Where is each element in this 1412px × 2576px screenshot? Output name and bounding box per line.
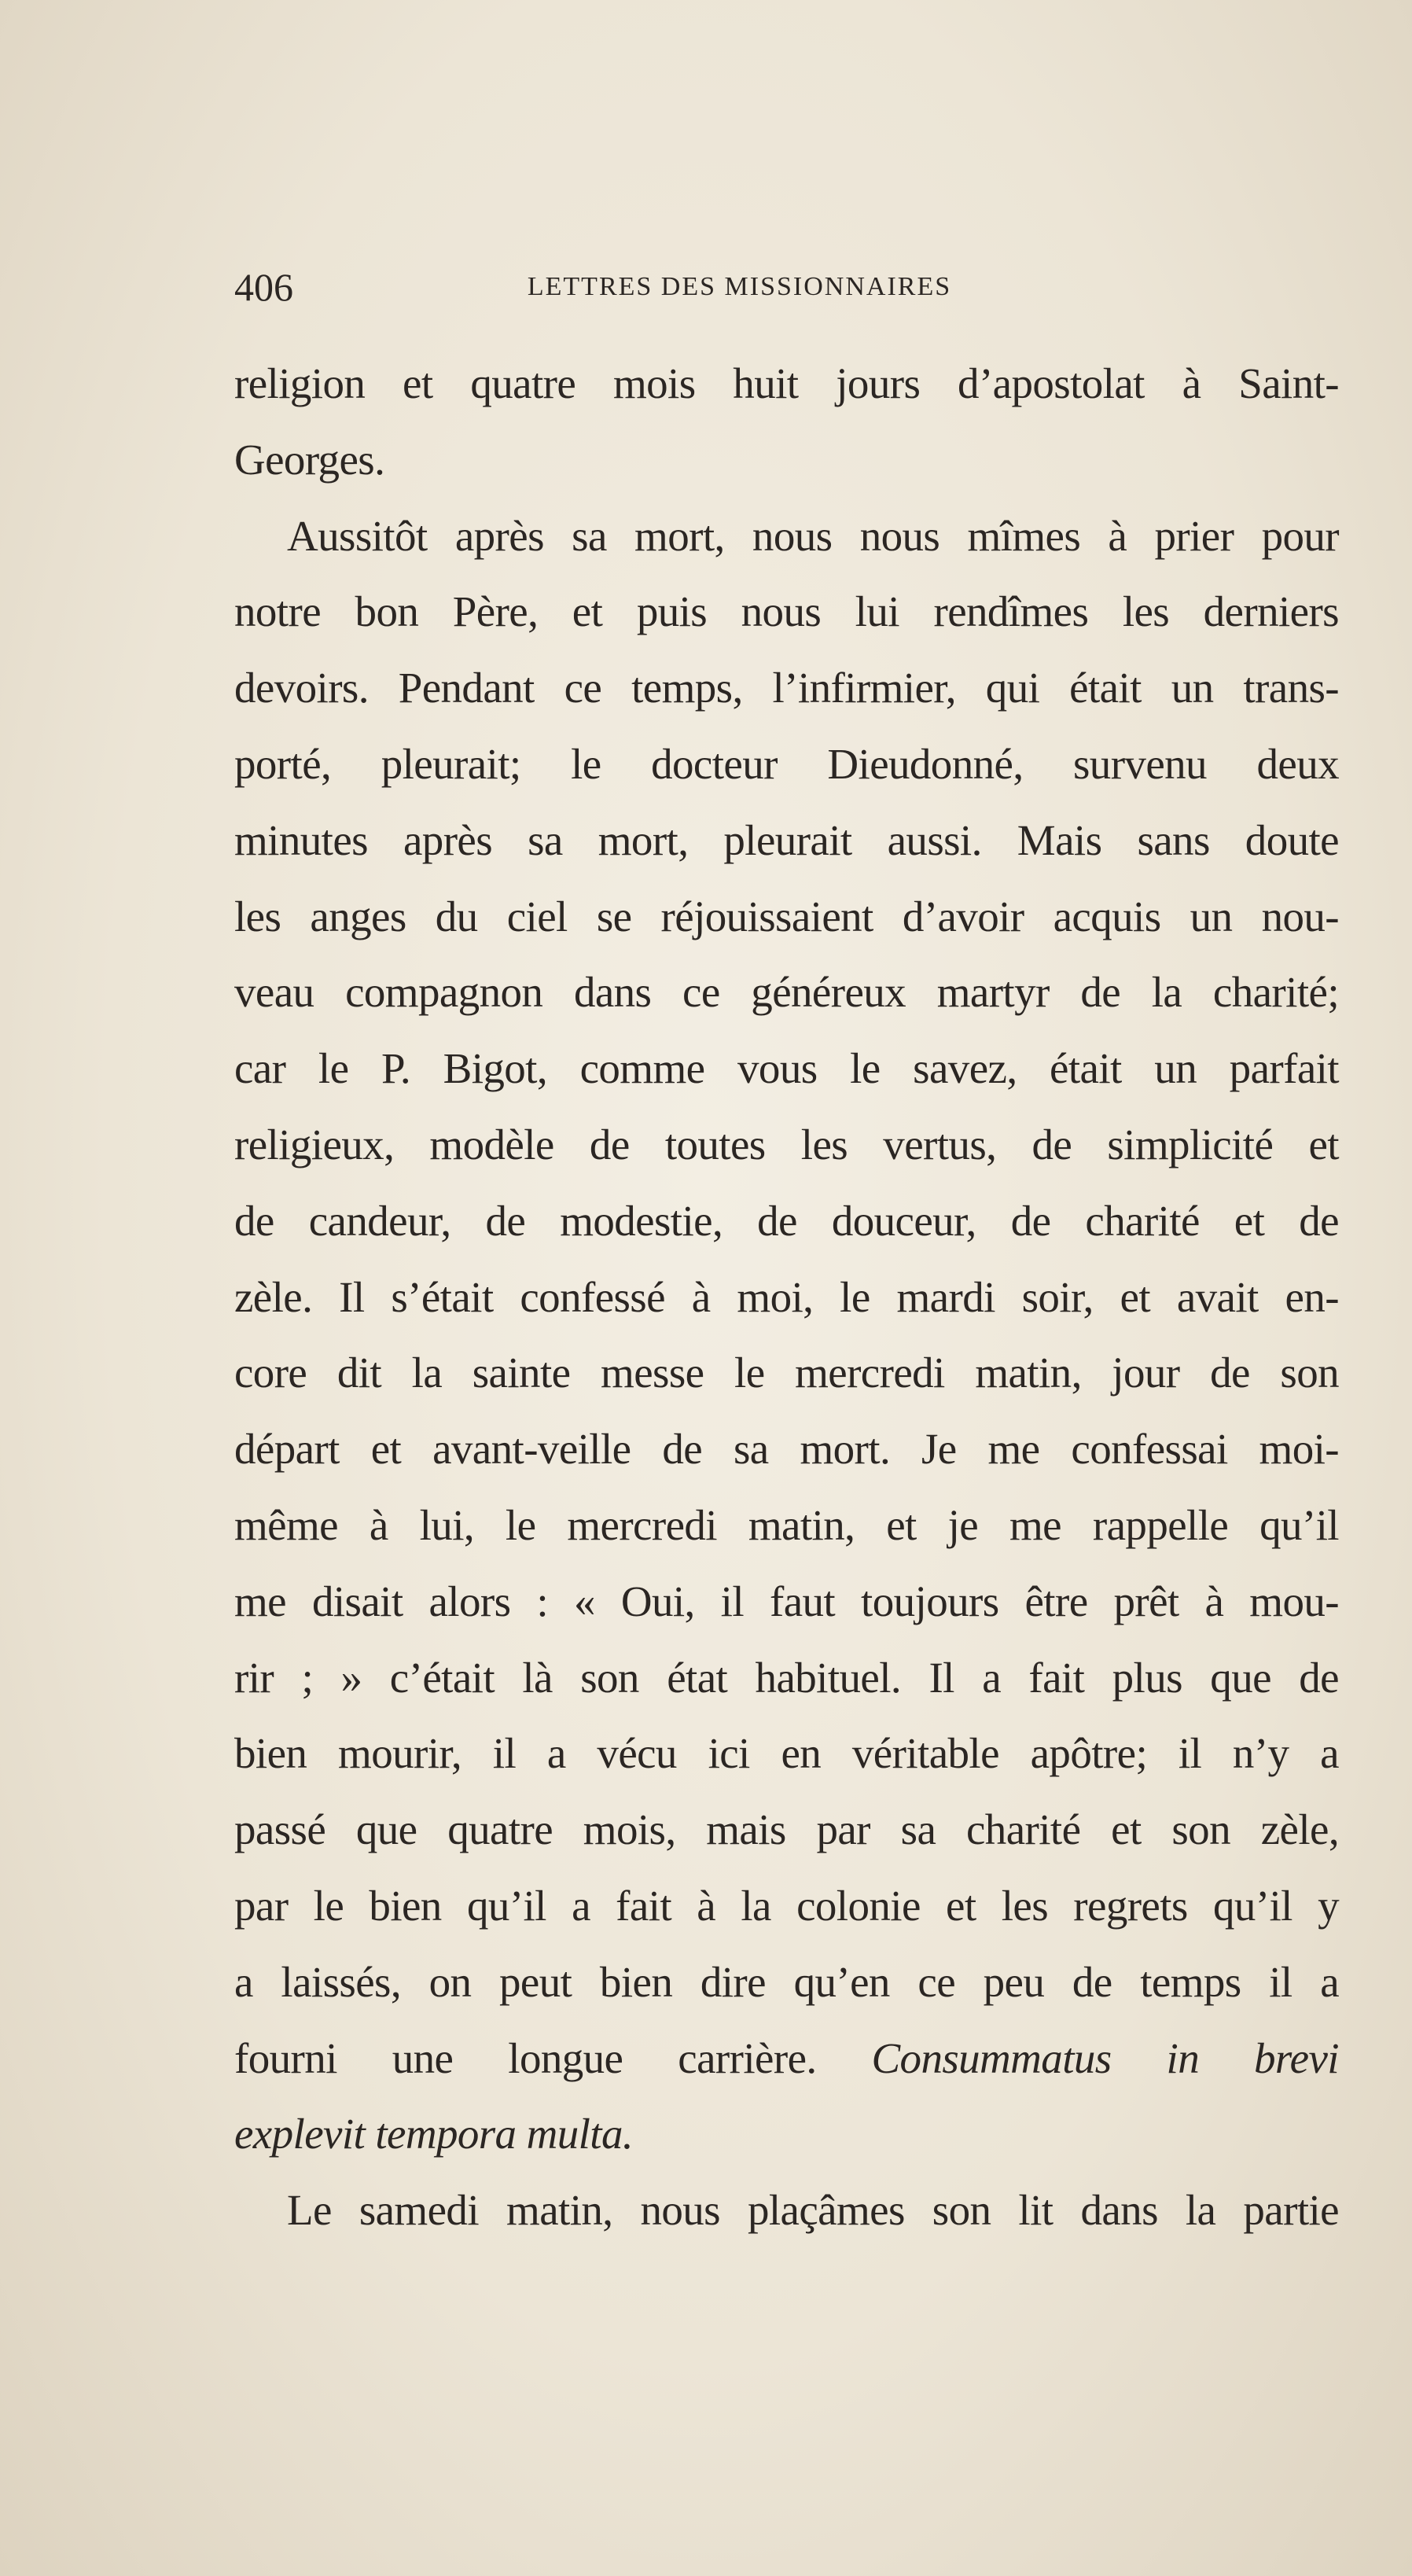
text-line: car le P. Bigot, comme vous le savez, était un parfait [234,1044,1339,1093]
text-line: par le bien qu’il a fait à la colonie et les regrets qu’il y [234,1881,1339,1930]
text-line [234,2096,1339,2173]
text-line: bien mourir, il a vécu ici en véritable apôtre; il n’y a [234,1729,1339,1778]
text-line: passé que quatre mois, mais par sa charité et son zèle, [234,1805,1339,1854]
latin-quote: explevit tempora multa. [234,2110,634,2158]
page-body [234,346,1339,2249]
text-span: fourni une longue carrière. [234,2033,817,2082]
text-line: Georges. [234,435,385,484]
text-line: Le samedi matin, nous plaçâmes son lit dans la partie [287,2186,1339,2235]
text-line: de candeur, de modestie, de douceur, de charité et de [234,1196,1339,1245]
text-line: core dit la sainte messe le mercredi matin, jour de son [234,1349,1339,1397]
text-line: rir ; » c’était là son état habituel. Il a fait plus que de [234,1653,1339,1702]
text-line [234,2021,1339,2097]
text-line: religion et quatre mois huit jours d’apostolat à Saint- [234,359,1339,407]
running-header [234,259,1339,315]
page-number: 406 [234,265,293,309]
latin-quote: Consummatus in brevi [871,2033,1339,2082]
text-line: même à lui, le mercredi matin, et je me rappelle qu’il [234,1500,1339,1549]
text-line: les anges du ciel se réjouissaient d’avoir acquis un nou- [234,892,1339,940]
text-line: a laissés, on peut bien dire qu’en ce peu de temps il a [234,1957,1339,2006]
text-line: notre bon Père, et puis nous lui rendîmes les derniers [234,587,1339,636]
text-line: minutes après sa mort, pleurait aussi. Mais sans doute [234,815,1339,864]
text-line: me disait alors : « Oui, il faut toujours être prêt à mou- [234,1577,1339,1625]
text-line: zèle. Il s’était confessé à moi, le mardi soir, et avait en- [234,1272,1339,1321]
text-line: veau compagnon dans ce généreux martyr de la charité; [234,968,1339,1017]
text-line: porté, pleurait; le docteur Dieudonné, survenu deux [234,739,1339,788]
text-line: départ et avant-veille de sa mort. Je me confessai moi- [234,1425,1339,1474]
text-line: devoirs. Pendant ce temps, l’infirmier, qui était un trans- [234,664,1339,712]
running-title: LETTRES DES MISSIONNAIRES [527,272,952,301]
text-line: religieux, modèle de toutes les vertus, de simplicité et [234,1120,1339,1168]
text-line: Aussitôt après sa mort, nous nous mîmes à prier pour [287,511,1339,560]
